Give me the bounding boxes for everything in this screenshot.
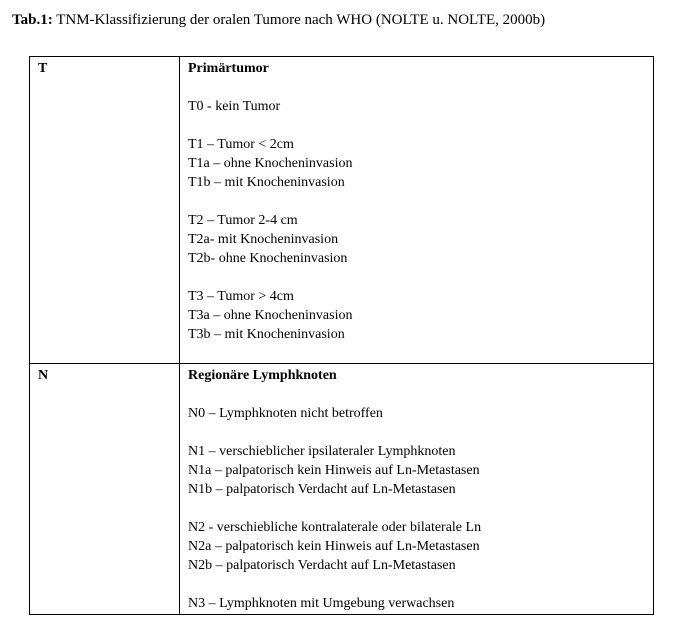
classification-group: [188, 135, 653, 192]
classification-line: N1 – verschieblicher ipsilateraler Lymphknoten: [188, 444, 456, 459]
classification-line: N0 – Lymphknoten nicht betroffen: [188, 406, 383, 421]
classification-group: [188, 287, 653, 344]
classification-line: T0 - kein Tumor: [188, 99, 281, 114]
classification-group: [188, 211, 653, 268]
classification-line: N2b – palpatorisch Verdacht auf Ln-Metastasen: [188, 558, 456, 573]
code-cell-t: [30, 57, 180, 364]
section-title: Regionäre Lymphknoten: [188, 368, 337, 383]
description-cell-t: [180, 57, 654, 364]
classification-line: N1a – palpatorisch kein Hinweis auf Ln-Metastasen: [188, 463, 480, 478]
table-row-t: [30, 57, 654, 364]
caption-text: TNM-Klassifizierung der oralen Tumore nach WHO (NOLTE u. NOLTE, 2000b): [52, 12, 546, 28]
classification-line: N1b – palpatorisch Verdacht auf Ln-Metastasen: [188, 482, 456, 497]
classification-line: T2a- mit Knocheninvasion: [188, 232, 339, 247]
table-row-n: [30, 364, 654, 615]
classification-line: N3 – Lymphknoten mit Umgebung verwachsen: [188, 596, 455, 611]
classification-line: T3a – ohne Knocheninvasion: [188, 308, 353, 323]
classification-line: N2a – palpatorisch kein Hinweis auf Ln-Metastasen: [188, 539, 480, 554]
classification-line: T1b – mit Knocheninvasion: [188, 175, 345, 190]
description-cell-n: [180, 364, 654, 615]
table-caption: [12, 12, 545, 29]
classification-group: [188, 518, 653, 575]
classification-line: T1 – Tumor < 2cm: [188, 137, 294, 152]
classification-line: T1a – ohne Knocheninvasion: [188, 156, 353, 171]
row-code: T: [38, 61, 48, 76]
caption-label: Tab.1:: [12, 12, 53, 28]
classification-line: T3b – mit Knocheninvasion: [188, 327, 345, 342]
classification-line: N2 - verschiebliche kontralaterale oder bilaterale Ln: [188, 520, 482, 535]
classification-group: [188, 404, 653, 423]
code-cell-n: [30, 364, 180, 615]
classification-line: T2b- ohne Knocheninvasion: [188, 251, 348, 266]
classification-group: [188, 97, 653, 116]
row-code: N: [38, 368, 49, 383]
section-title: Primärtumor: [188, 61, 269, 76]
classification-line: T2 – Tumor 2-4 cm: [188, 213, 298, 228]
tnm-classification-table: [29, 56, 654, 615]
classification-line: T3 – Tumor > 4cm: [188, 289, 294, 304]
classification-group: [188, 442, 653, 499]
classification-group: [188, 594, 653, 613]
